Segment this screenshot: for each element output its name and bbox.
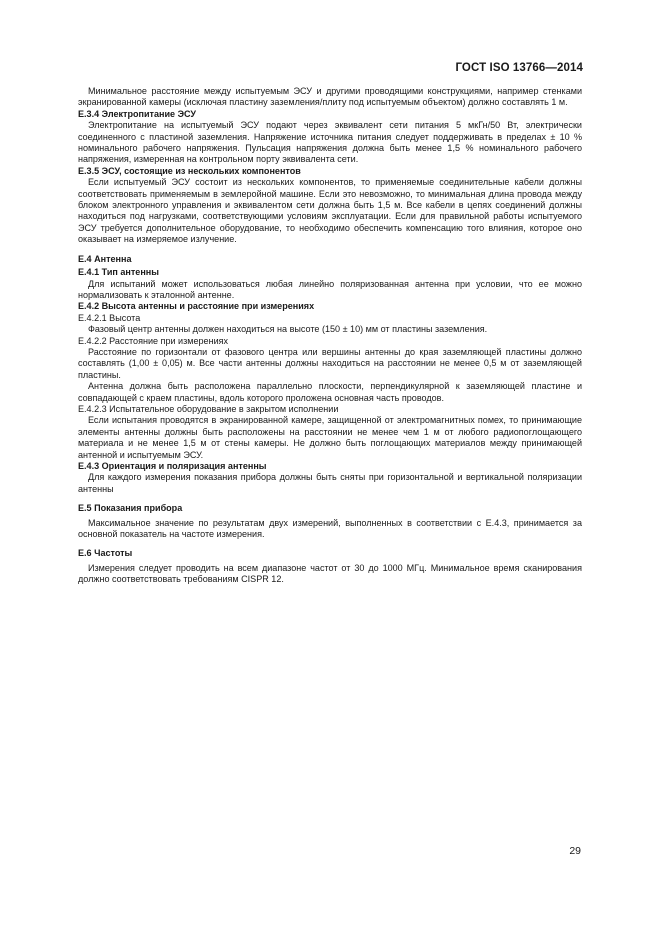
paragraph: Минимальное расстояние между испытуемым ЭСУ и другими проводящими конструкциями, например стенками экранированной камеры (исключая пластину заземления/плиту под испытуемым объектом) должно составлять 1 м. [78,86,582,108]
paragraph: Для испытаний может использоваться любая линейно поляризованная антенна при условии, что ее можно нормализовать к эталонной антенне. [78,278,582,300]
paragraph: Расстояние по горизонтали от фазового центра или вершины антенны до края заземляющей пластины должно составлять (1,00 ± 0,05) м. Все части антенны должны находиться на расстоянии не менее 0,5 м от заземляющей пластины. [78,346,582,380]
subsection-heading: E.4.2.1 Высота [78,312,141,323]
section-heading: E.6 Частоты [78,548,133,559]
subsection-heading: E.4.2.3 Испытательное оборудование в закрытом исполнении [78,403,339,414]
document-body [78,86,582,586]
paragraph: Электропитание на испытуемый ЭСУ подают через эквивалент сети питания 5 мкГн/50 Вт, электрически соединенного с пластиной заземления. Напряжение источника питания следует поддерживать в пределах ± 10 % номинального рабочего напряжения. Пульсация напряжения должна быть менее 1,5 % номинального рабочего напряжения, измеренная на контрольном порту эквивалента сети. [78,120,582,165]
paragraph: Если испытания проводятся в экранированной камере, защищенной от электромагнитных помех, то принимающие элементы антенны должны быть расположены на расстоянии не менее чем 1 м от любого радиопоглощающего материала и не менее 1,5 м от стены камеры. Не должно быть поглощающих материалов между принимающей антенной и испытуемым ЭСУ. [78,415,582,460]
document-header: ГОСТ ISO 13766—2014 [455,62,583,74]
section-heading: E.4.3 Ориентация и поляризация антенны [78,461,267,471]
subsection-heading: E.4.2.2 Расстояние при измерениях [78,335,229,346]
section-heading: E.3.5 ЭСУ, состоящие из нескольких компонентов [78,165,301,176]
page-number: 29 [569,845,581,857]
section-heading: E.5 Показания прибора [78,503,183,514]
section-heading: E.4.1 Тип антенны [78,267,159,278]
section-heading: E.4 Антенна [78,253,132,264]
paragraph: Измерения следует проводить на всем диапазоне частот от 30 до 1000 МГц. Минимальное время сканирования должно соответствовать требованиям CISPR 12. [78,562,582,585]
paragraph: Антенна должна быть расположена параллельно плоскости, перпендикулярной к заземляющей пластине и совпадающей с краем пластины, вдоль которого проложена основная часть проводов. [78,381,582,403]
paragraph: Фазовый центр антенны должен находиться на высоте (150 ± 10) мм от пластины заземления. [88,324,488,335]
paragraph: Максимальное значение по результатам двух измерений, выполненных в соответствии с E.4.3, принимается за основной показатель на частоте измерения. [78,517,582,540]
paragraph: Для каждого измерения показания прибора должны быть сняты при горизонтальной и вертикальной поляризации антенны [78,472,582,494]
paragraph: Если испытуемый ЭСУ состоит из нескольких компонентов, то применяемые соединительные кабели должны соответствовать применяемым в землеройной машине. Если это невозможно, то минимальная длина провода между блоком электронного управления и эквивалентом сети должна быть 1,5 м. Все кабели в цепях соединений должны находиться под нагрузками, соответствующими условиям эксплуатации. Если для правильной работы испытуемого ЭСУ требуется дополнительное оборудование, то необходимо обеспечить компенсацию того влияния, которое оно оказывает на измеряемое излучение. [78,177,582,245]
section-heading: E.3.4 Электропитание ЭСУ [78,108,197,119]
section-heading: E.4.2 Высота антенны и расстояние при измерениях [78,301,315,312]
